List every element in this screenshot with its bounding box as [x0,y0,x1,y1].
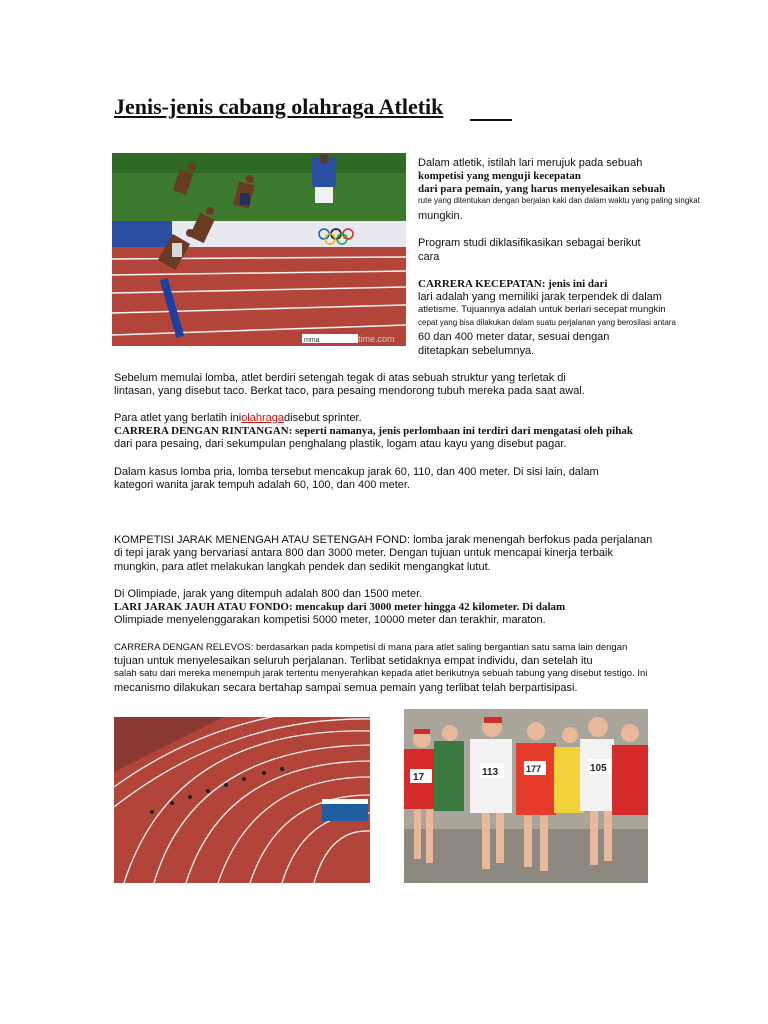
hurdles-line-2: dari para pesaing, dari sekumpulan penghalang plastik, logam atau kayu yang disebut pagar. [114,438,567,450]
track-illustration [114,717,370,883]
speed-line-2: lari adalah yang memiliki jarak terpendek di dalam [418,291,662,303]
middle-line-3: mungkin, para atlet melakukan langkah pendek dan sedikit mengangkat lutut. [114,561,491,573]
runners-illustration [404,709,648,883]
relay-line-1: CARRERA DENGAN RELEVOS: berdasarkan pada kompetisi di mana para atlet saling bergantian satu sama lain dengan [114,642,628,653]
speed-line-6: ditetapkan sebelumnya. [418,345,535,357]
intro-line-5: mungkin. [418,210,463,222]
olympics-line: Di Olimpiade, jarak yang ditempuh adalah 800 dan 1500 meter. [114,588,423,600]
hurdles-photo [112,153,406,346]
relay-line-3: salah satu dari mereka menempuh jarak tertentu menyerahkan kepada atlet berikutnya sebuah tabung yang disebut testigo. Ini [114,668,648,679]
watermark-left: mma [304,337,320,344]
hurdles-heading: CARRERA DENGAN RINTANGAN: seperti namanya, jenis perlombaan ini terdiri dari mengatasi oleh pihak [114,425,633,437]
speed-line-3: atletisme. Tujuannya adalah untuk berlari secepat mungkin [418,304,666,315]
speed-heading: CARRERA KECEPATAN: jenis ini dari [418,278,608,290]
relay-line-4: mecanismo dilakukan secara bertahap sampai semua pemain yang terlibat telah berpartisipasi. [114,682,578,694]
bib-105: 105 [590,763,607,774]
sprinter-post: disebut sprinter. [284,412,362,424]
track-photo [114,717,370,883]
long-heading: LARI JARAK JAUH ATAU FONDO: mencakup dari 3000 meter hingga 42 kilometer. Di dalam [114,601,566,613]
sprinter-pre: Para atlet yang berlatih ini [114,412,242,424]
bib-113: 113 [482,767,499,778]
speed-line-5: 60 dan 400 meter datar, sesuai dengan [418,331,610,343]
speed-line-4: cepat yang bisa dilakukan dalam suatu perjalanan yang berosilasi antara [418,318,676,327]
sprinter-line [114,412,362,425]
hurdles-illustration [112,153,406,346]
runners-photo [404,709,648,883]
intro-line-1: Dalam atletik, istilah lari merujuk pada sebuah [418,157,643,169]
long-line-2: Olimpiade menyelenggarakan kompetisi 5000 meter, 10000 meter dan terakhir, maraton. [114,614,546,626]
bib-177: 177 [526,764,542,774]
watermark-right: time.com [358,334,395,344]
bib-17: 17 [413,772,425,783]
olahraga-link[interactable]: olahraga [241,412,285,424]
program-line-2: cara [418,251,440,263]
intro-line-2: kompetisi yang menguji kecepatan [418,170,581,182]
middle-line-1: KOMPETISI JARAK MENENGAH ATAU SETENGAH FOND: lomba jarak menengah berfokus pada perjalanan [114,534,653,546]
middle-line-2: di tepi jarak yang bervariasi antara 800 dan 3000 meter. Dengan tujuan untuk mencapai kinerja terbaik [114,547,613,559]
intro-line-4: rute yang ditentukan dengan berjalan kaki dan dalam waktu yang paling singkat [418,196,700,205]
start-line-1: Sebelum memulai lomba, atlet berdiri setengah tegak di atas sebuah struktur yang terletak di [114,372,566,384]
distances-line-1: Dalam kasus lomba pria, lomba tersebut mencakup jarak 60, 110, dan 400 meter. Di sisi lain, dalam [114,466,599,478]
program-line-1: Program studi diklasifikasikan sebagai berikut [418,237,641,249]
intro-line-3: dari para pemain, yang harus menyelesaikan sebuah [418,183,666,195]
relay-line-2: tujuan untuk menyelesaikan seluruh perjalanan. Terlibat setidaknya empat individu, dan setelah itu [114,655,593,667]
start-line-2: lintasan, yang disebut taco. Berkat taco, para pesaing mendorong tubuh mereka pada saat awal. [114,385,585,397]
page-title: Jenis-jenis cabang olahraga Atletik [114,94,444,119]
distances-line-2: kategori wanita jarak tempuh adalah 60, 100, dan 400 meter. [114,479,410,491]
title-underline-extension [470,119,512,121]
